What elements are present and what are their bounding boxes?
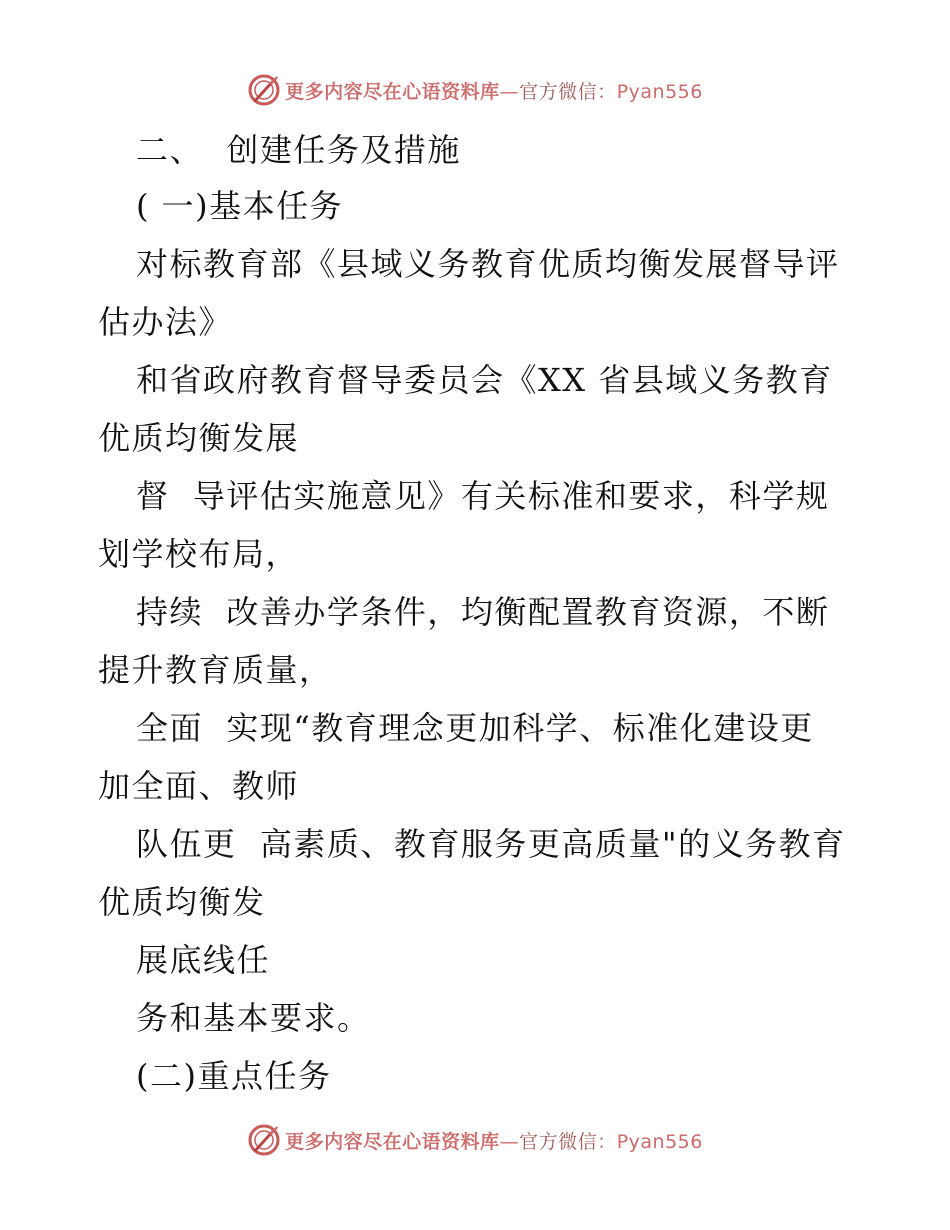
header-watermark-banner	[0, 70, 950, 110]
paragraph-line: 全面 实现“教育理念更加科学、标准化建设更	[136, 709, 814, 747]
paragraph-line: 展底线任	[136, 941, 271, 979]
banner-site-name: 更多内容尽在心语资料库	[285, 1130, 500, 1153]
paragraph-line: 队伍更 高素质、教育服务更高质量"的义务教育	[136, 825, 846, 863]
banner-text	[285, 77, 703, 104]
quill-seal-icon	[247, 73, 281, 107]
banner-wechat-id: Pyan556	[616, 80, 703, 103]
paragraph-line: 务和基本要求。	[136, 999, 371, 1037]
paragraph-line: 和省政府教育督导委员会《XX 省县域义务教育	[136, 361, 833, 399]
banner-wechat-id: Pyan556	[616, 1130, 703, 1153]
subsection-heading: (二)重点任务	[136, 1057, 332, 1095]
paragraph-line: 督 导评估实施意见》有关标准和要求，科学规	[136, 477, 830, 515]
paragraph-line: 持续 改善办学条件，均衡配置教育资源，不断	[136, 593, 830, 631]
footer-watermark-banner	[0, 1120, 950, 1160]
paragraph-line: 优质均衡发展	[98, 419, 300, 457]
banner-wechat-label: 官方微信：	[519, 80, 617, 103]
paragraph-line: 提升教育质量，	[98, 651, 333, 689]
banner-separator: —	[499, 80, 520, 103]
banner-site-name: 更多内容尽在心语资料库	[285, 80, 500, 103]
paragraph-line: 对标教育部《县域义务教育优质均衡发展督导评	[136, 245, 840, 283]
banner-text	[285, 1127, 703, 1154]
quill-seal-icon	[247, 1123, 281, 1157]
paragraph-line: 划学校布局，	[98, 535, 300, 573]
subsection-heading: ( 一)基本任务	[136, 187, 344, 225]
banner-wechat-label: 官方微信：	[519, 1130, 617, 1153]
paragraph-line: 加全面、教师	[98, 767, 300, 805]
paragraph-line: 估办法》	[98, 303, 233, 341]
banner-separator: —	[499, 1130, 520, 1153]
paragraph-line: 优质均衡发	[98, 883, 266, 921]
section-heading: 二、 创建任务及措施	[136, 131, 461, 169]
